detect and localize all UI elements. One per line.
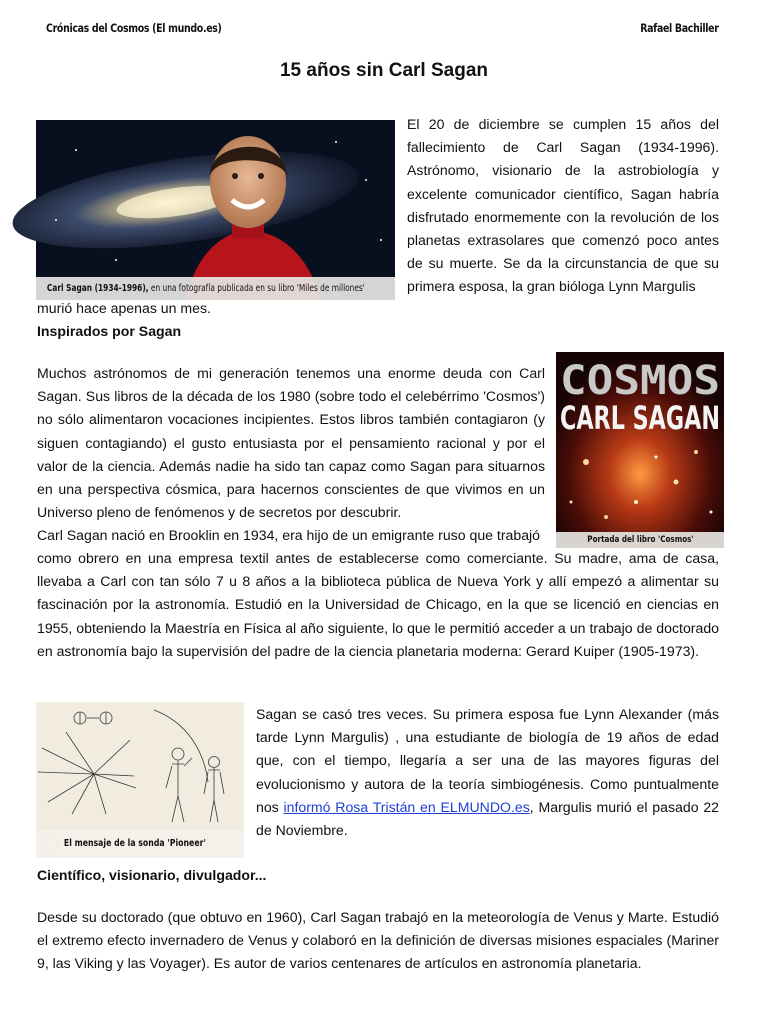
- elmundo-article-link[interactable]: informó Rosa Tristán en ELMUNDO.es: [283, 798, 530, 815]
- section2-paragraph: [256, 703, 719, 842]
- section1-paragraph2-block: [37, 547, 719, 663]
- intro-paragraph-block: [407, 113, 719, 299]
- caption-bold: Carl Sagan (1934-1996),: [46, 283, 149, 294]
- section2-text-before-link: Sagan se casó tres veces. Su primera esposa fue Lynn Alexander (más tarde Lynn Margulis) , una estudiante de biología de 19 años de edad que, con el tiempo, llegaría a ser una de las mayores figuras del evolucionismo y autora de la teoría simbiogénesis. Como puntualmente nos: [256, 706, 719, 815]
- pioneer-caption-text: El mensaje de la sonda 'Pioneer': [63, 838, 206, 849]
- carl-sagan-photo-image: [36, 120, 395, 300]
- intro-paragraph: El 20 de diciembre se cumplen 15 años del fallecimiento de Carl Sagan (1934-1996). Astrónomo, visionario de la astrobiología y excelente comunicador científico, Sagan habría disfrutado enormemente con la revolución de los planetas extrasolares que comenzó poco antes de su muerte. Se da la circunstancia de que su primera esposa, la gran bióloga Lynn Margulis: [407, 116, 719, 295]
- section1-paragraph: Muchos astrónomos de mi generación tenemos una enorme deuda con Carl Sagan. Sus libros de la década de los 1980 (sobre todo el celebérrimo 'Cosmos') no sólo alimentaron vocaciones incipientes. Estos libros también contagiaron (y siguen contagiando) el gusto entusiasta por el pensamiento racional y por el valor de la ciencia. Además nadie ha sido tan capaz como Sagan para situarnos en una perspectiva cósmica, para hacernos conscientes de que vivimos en un Universo pleno de fenómenos y de secretos por descubrir.: [37, 365, 545, 521]
- section1-paragraph2: como obrero en una empresa textil antes de establecerse como comerciante. Su madre, ama de casa, llevaba a Carl con tan sólo 7 u 8 años a la biblioteca pública de Nueva York y allí empezó a alimentar su fascinación por la astronomía. Estudió en la Universidad de Chicago, en la que se licenció en ciencias en 1955, obteniendo la Maestría en Física al año siguiente, lo que le permitió acceder a un trabajo de doctorado en astronomía bajo la supervisión del padre de la ciencia planetaria moderna: Gerard Kuiper (1905-1973).: [37, 550, 719, 659]
- caption-rest: en una fotografía publicada en su libro 'Miles de millones': [148, 283, 365, 294]
- cosmos-cover-image: [556, 352, 724, 548]
- section1-paragraph-block: [37, 362, 545, 524]
- cover-author: CARL SAGAN: [560, 399, 720, 437]
- section1-paragraph2-first-line: Carl Sagan nació en Brooklin en 1934, era hijo de un emigrante ruso que trabajó: [37, 527, 541, 543]
- header-author: Rafael Bachiller: [640, 21, 719, 35]
- cover-title: COSMOS: [560, 358, 720, 404]
- cosmos-caption-text: Portada del libro 'Cosmos': [586, 535, 694, 545]
- figure-pioneer-plaque: [36, 702, 244, 858]
- intro-paragraph-tail: murió hace apenas un mes.: [37, 300, 211, 316]
- header-source: Crónicas del Cosmos (El mundo.es): [46, 21, 222, 35]
- intro-paragraph-tail-block: [37, 297, 211, 320]
- section1-paragraph2-first-line-block: [37, 524, 545, 547]
- section2-paragraph-block: [256, 703, 719, 842]
- section-heading-cientifico: Científico, visionario, divulgador...: [37, 867, 267, 883]
- section-heading-inspirados: Inspirados por Sagan: [37, 323, 182, 339]
- section3-paragraph-block: [37, 906, 719, 976]
- figure-pioneer-caption: [36, 830, 244, 858]
- page-title: 15 años sin Carl Sagan: [279, 60, 489, 81]
- section2-text-after-link: , Margulis murió el pasado 22 de Noviembre.: [256, 798, 720, 839]
- figure-carl-sagan-photo: [36, 120, 395, 300]
- figure-cosmos-cover: [556, 352, 724, 548]
- figure-cosmos-caption: [556, 532, 724, 548]
- section3-paragraph: Desde su doctorado (que obtuvo en 1960), Carl Sagan trabajó en la meteorología de Venus y Marte. Estudió el extremo efecto invernadero de Venus y colaboró en la definición de diversas misiones espaciales (Mariner 9, las Viking y las Voyager). Es autor de varios centenares de artículos en astronomía planetaria.: [37, 909, 719, 972]
